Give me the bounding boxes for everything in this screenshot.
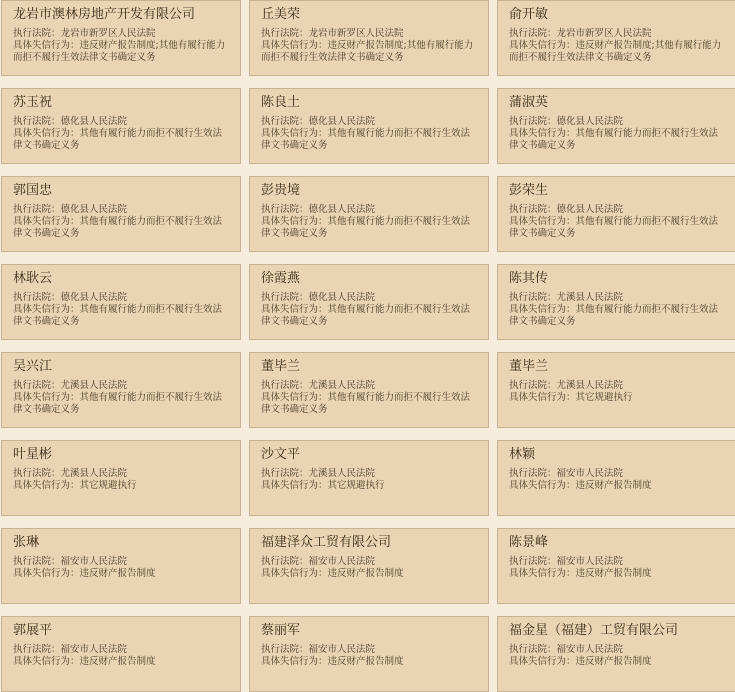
court-value: 德化县人民法院 xyxy=(308,116,376,127)
defaulter-name[interactable]: 龙岩市澳林房地产开发有限公司 xyxy=(13,7,196,22)
behavior-line xyxy=(509,568,726,580)
court-label: 执行法院： xyxy=(509,380,557,391)
behavior-line xyxy=(261,128,478,152)
court-value: 尤溪县人民法院 xyxy=(308,380,376,391)
court-line xyxy=(13,556,230,568)
court-value: 德化县人民法院 xyxy=(308,292,376,303)
behavior-line xyxy=(13,216,230,240)
behavior-value: 其它规避执行 xyxy=(575,392,633,403)
court-value: 福安市人民法院 xyxy=(556,644,624,655)
court-line xyxy=(509,468,726,480)
defaulter-card[interactable] xyxy=(497,264,735,340)
court-value: 德化县人民法院 xyxy=(60,204,128,215)
behavior-label: 具体失信行为： xyxy=(509,392,576,403)
defaulter-name[interactable]: 陈其传 xyxy=(509,271,549,286)
behavior-label: 具体失信行为： xyxy=(261,480,328,491)
defaulter-card[interactable] xyxy=(1,0,241,76)
behavior-label: 具体失信行为： xyxy=(509,128,576,139)
defaulter-name[interactable]: 蔡丽军 xyxy=(261,623,301,638)
behavior-value: 违反财产报告制度 xyxy=(79,568,156,579)
court-value: 龙岩市新罗区人民法院 xyxy=(60,28,156,39)
behavior-value: 其他有履行能力而拒不履行生效法律文书确定义务 xyxy=(261,216,471,239)
behavior-value: 其它规避执行 xyxy=(79,480,137,491)
court-value: 尤溪县人民法院 xyxy=(60,380,128,391)
behavior-label: 具体失信行为： xyxy=(509,304,576,315)
court-line xyxy=(509,204,726,216)
defaulter-name[interactable]: 吴兴江 xyxy=(13,359,53,374)
behavior-value: 违反财产报告制度;其他有履行能力而拒不履行生效法律文书确定义务 xyxy=(13,40,226,63)
behavior-line xyxy=(509,216,726,240)
behavior-value: 其他有履行能力而拒不履行生效法律文书确定义务 xyxy=(509,128,719,151)
defaulter-name[interactable]: 苏玉祝 xyxy=(13,95,53,110)
behavior-line xyxy=(13,128,230,152)
defaulter-card[interactable] xyxy=(497,616,735,692)
behavior-line xyxy=(509,304,726,328)
behavior-label: 具体失信行为： xyxy=(261,568,328,579)
defaulter-card[interactable] xyxy=(1,264,241,340)
behavior-value: 其他有履行能力而拒不履行生效法律文书确定义务 xyxy=(13,304,223,327)
court-label: 执行法院： xyxy=(509,556,557,567)
behavior-value: 违反财产报告制度 xyxy=(327,656,404,667)
defaulter-name[interactable]: 彭荣生 xyxy=(509,183,549,198)
defaulter-name[interactable]: 张琳 xyxy=(13,535,40,550)
behavior-value: 违反财产报告制度 xyxy=(575,568,652,579)
court-line xyxy=(261,644,478,656)
defaulter-card[interactable] xyxy=(497,0,735,76)
court-line xyxy=(509,380,726,392)
defaulter-card[interactable] xyxy=(497,176,735,252)
court-label: 执行法院： xyxy=(261,380,309,391)
behavior-label: 具体失信行为： xyxy=(261,656,328,667)
behavior-value: 其他有履行能力而拒不履行生效法律文书确定义务 xyxy=(509,304,719,327)
court-label: 执行法院： xyxy=(509,644,557,655)
court-line xyxy=(509,556,726,568)
behavior-value: 其它规避执行 xyxy=(327,480,385,491)
defaulter-card[interactable] xyxy=(497,528,735,604)
court-label: 执行法院： xyxy=(509,468,557,479)
defaulter-name[interactable]: 俞开敏 xyxy=(509,7,549,22)
court-line xyxy=(261,116,478,128)
behavior-line xyxy=(261,216,478,240)
behavior-line xyxy=(509,480,726,492)
defaulter-card[interactable] xyxy=(497,352,735,428)
court-line xyxy=(261,468,478,480)
behavior-line xyxy=(509,40,726,64)
behavior-value: 违反财产报告制度 xyxy=(575,480,652,491)
court-line xyxy=(261,204,478,216)
court-label: 执行法院： xyxy=(261,468,309,479)
behavior-line xyxy=(13,304,230,328)
defaulter-name[interactable]: 郭展平 xyxy=(13,623,53,638)
court-line xyxy=(13,28,230,40)
court-value: 德化县人民法院 xyxy=(556,204,624,215)
court-label: 执行法院： xyxy=(13,292,61,303)
court-value: 德化县人民法院 xyxy=(556,116,624,127)
court-value: 福安市人民法院 xyxy=(308,644,376,655)
defaulter-card[interactable] xyxy=(249,616,489,692)
defaulter-name[interactable]: 林颖 xyxy=(509,447,536,462)
court-line xyxy=(509,116,726,128)
behavior-line xyxy=(261,568,478,580)
court-label: 执行法院： xyxy=(509,204,557,215)
defaulter-card[interactable] xyxy=(1,176,241,252)
behavior-label: 具体失信行为： xyxy=(13,656,80,667)
behavior-line xyxy=(509,392,726,404)
defaulter-card[interactable] xyxy=(249,440,489,516)
behavior-label: 具体失信行为： xyxy=(13,392,80,403)
behavior-label: 具体失信行为： xyxy=(509,656,576,667)
court-line xyxy=(261,292,478,304)
defaulter-card[interactable] xyxy=(249,0,489,76)
court-value: 德化县人民法院 xyxy=(60,292,128,303)
defaulter-card[interactable] xyxy=(1,352,241,428)
court-label: 执行法院： xyxy=(13,468,61,479)
behavior-label: 具体失信行为： xyxy=(13,304,80,315)
behavior-line xyxy=(261,656,478,668)
behavior-line xyxy=(261,392,478,416)
court-value: 福安市人民法院 xyxy=(556,556,624,567)
court-value: 福安市人民法院 xyxy=(556,468,624,479)
court-label: 执行法院： xyxy=(261,644,309,655)
court-line xyxy=(13,204,230,216)
behavior-label: 具体失信行为： xyxy=(13,40,80,51)
court-line xyxy=(261,556,478,568)
behavior-line xyxy=(509,656,726,668)
behavior-value: 违反财产报告制度;其他有履行能力而拒不履行生效法律文书确定义务 xyxy=(509,40,722,63)
defaulter-name[interactable]: 福建泽众工贸有限公司 xyxy=(261,535,392,550)
behavior-label: 具体失信行为： xyxy=(261,216,328,227)
behavior-line xyxy=(13,40,230,64)
court-label: 执行法院： xyxy=(13,28,61,39)
defaulter-name[interactable]: 陈景峰 xyxy=(509,535,549,550)
behavior-line xyxy=(261,40,478,64)
behavior-label: 具体失信行为： xyxy=(13,216,80,227)
defaulter-card[interactable] xyxy=(1,88,241,164)
court-value: 福安市人民法院 xyxy=(60,644,128,655)
behavior-value: 其他有履行能力而拒不履行生效法律文书确定义务 xyxy=(261,304,471,327)
behavior-line xyxy=(13,568,230,580)
court-label: 执行法院： xyxy=(509,116,557,127)
behavior-value: 其他有履行能力而拒不履行生效法律文书确定义务 xyxy=(13,392,223,415)
defaulter-card[interactable] xyxy=(497,440,735,516)
court-line xyxy=(261,380,478,392)
behavior-label: 具体失信行为： xyxy=(261,392,328,403)
behavior-label: 具体失信行为： xyxy=(509,568,576,579)
behavior-label: 具体失信行为： xyxy=(13,480,80,491)
behavior-label: 具体失信行为： xyxy=(261,304,328,315)
defaulter-name[interactable]: 彭贵境 xyxy=(261,183,301,198)
defaulter-name[interactable]: 丘美荣 xyxy=(261,7,301,22)
behavior-line xyxy=(13,392,230,416)
court-label: 执行法院： xyxy=(13,644,61,655)
defaulter-card[interactable] xyxy=(497,88,735,164)
court-line xyxy=(509,292,726,304)
defaulter-name[interactable]: 沙文平 xyxy=(261,447,301,462)
behavior-line xyxy=(509,128,726,152)
court-line xyxy=(509,644,726,656)
defaulter-name[interactable]: 叶星彬 xyxy=(13,447,53,462)
court-value: 尤溪县人民法院 xyxy=(60,468,128,479)
defaulter-card[interactable] xyxy=(1,616,241,692)
behavior-label: 具体失信行为： xyxy=(261,128,328,139)
behavior-value: 其他有履行能力而拒不履行生效法律文书确定义务 xyxy=(261,392,471,415)
behavior-line xyxy=(261,304,478,328)
behavior-value: 违反财产报告制度 xyxy=(575,656,652,667)
behavior-label: 具体失信行为： xyxy=(261,40,328,51)
court-label: 执行法院： xyxy=(261,292,309,303)
defaulter-card[interactable] xyxy=(249,176,489,252)
court-value: 龙岩市新罗区人民法院 xyxy=(308,28,404,39)
behavior-value: 违反财产报告制度 xyxy=(327,568,404,579)
behavior-label: 具体失信行为： xyxy=(509,216,576,227)
defaulter-name[interactable]: 陈良土 xyxy=(261,95,301,110)
court-label: 执行法院： xyxy=(13,204,61,215)
behavior-value: 违反财产报告制度;其他有履行能力而拒不履行生效法律文书确定义务 xyxy=(261,40,474,63)
behavior-value: 其他有履行能力而拒不履行生效法律文书确定义务 xyxy=(261,128,471,151)
court-label: 执行法院： xyxy=(509,28,557,39)
defaulter-card[interactable] xyxy=(1,440,241,516)
court-value: 龙岩市新罗区人民法院 xyxy=(556,28,652,39)
behavior-label: 具体失信行为： xyxy=(13,568,80,579)
defaulter-name[interactable]: 徐霞燕 xyxy=(261,271,301,286)
behavior-value: 其他有履行能力而拒不履行生效法律文书确定义务 xyxy=(13,128,223,151)
court-label: 执行法院： xyxy=(261,28,309,39)
court-label: 执行法院： xyxy=(261,204,309,215)
behavior-label: 具体失信行为： xyxy=(509,40,576,51)
court-line xyxy=(261,28,478,40)
court-value: 德化县人民法院 xyxy=(308,204,376,215)
defaulter-card[interactable] xyxy=(249,352,489,428)
defaulter-card[interactable] xyxy=(249,264,489,340)
court-label: 执行法院： xyxy=(509,292,557,303)
defaulter-name[interactable]: 林耿云 xyxy=(13,271,53,286)
court-label: 执行法院： xyxy=(261,116,309,127)
defaulter-card[interactable] xyxy=(249,88,489,164)
defaulter-card[interactable] xyxy=(249,528,489,604)
behavior-label: 具体失信行为： xyxy=(509,480,576,491)
defaulter-name[interactable]: 郭国忠 xyxy=(13,183,53,198)
behavior-value: 违反财产报告制度 xyxy=(79,656,156,667)
court-line xyxy=(13,116,230,128)
behavior-line xyxy=(13,656,230,668)
behavior-line xyxy=(13,480,230,492)
court-label: 执行法院： xyxy=(13,116,61,127)
court-line xyxy=(509,28,726,40)
court-line xyxy=(13,468,230,480)
court-line xyxy=(13,292,230,304)
behavior-value: 其他有履行能力而拒不履行生效法律文书确定义务 xyxy=(13,216,223,239)
court-value: 尤溪县人民法院 xyxy=(308,468,376,479)
court-label: 执行法院： xyxy=(13,556,61,567)
defaulter-name[interactable]: 蒲淑英 xyxy=(509,95,549,110)
court-line xyxy=(13,644,230,656)
court-value: 福安市人民法院 xyxy=(308,556,376,567)
court-value: 德化县人民法院 xyxy=(60,116,128,127)
defaulter-name[interactable]: 董毕兰 xyxy=(509,359,549,374)
behavior-label: 具体失信行为： xyxy=(13,128,80,139)
behavior-line xyxy=(261,480,478,492)
defaulter-name[interactable]: 福金星（福建）工贸有限公司 xyxy=(509,623,679,638)
court-value: 尤溪县人民法院 xyxy=(556,292,624,303)
court-value: 福安市人民法院 xyxy=(60,556,128,567)
court-value: 尤溪县人民法院 xyxy=(556,380,624,391)
behavior-value: 其他有履行能力而拒不履行生效法律文书确定义务 xyxy=(509,216,719,239)
court-line xyxy=(13,380,230,392)
defaulter-name[interactable]: 董毕兰 xyxy=(261,359,301,374)
defaulter-card[interactable] xyxy=(1,528,241,604)
court-label: 执行法院： xyxy=(261,556,309,567)
court-label: 执行法院： xyxy=(13,380,61,391)
